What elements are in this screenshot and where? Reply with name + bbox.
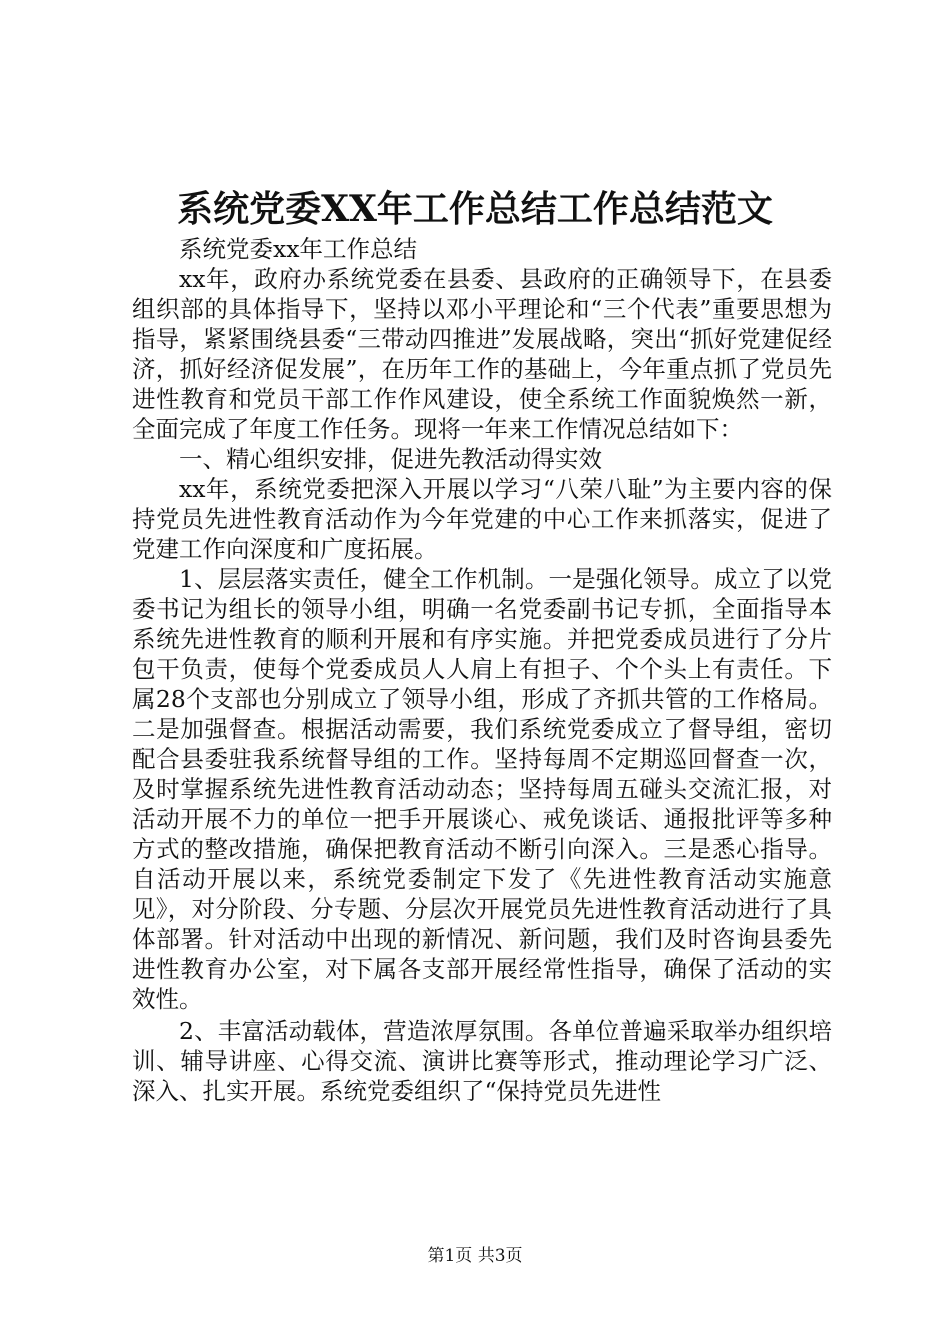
section-1-paragraph: xx年，系统党委把深入开展以学习“八荣八耻”为主要内容的保持党员先进性教育活动作为今年党建的中心工作来抓落实，促进了党建工作向深度和广度拓展。	[132, 475, 832, 563]
item-2-paragraph: 2、丰富活动载体，营造浓厚氛围。各单位普遍采取举办组织培训、辅导讲座、心得交流、演讲比赛等形式，推动理论学习广泛、深入、扎实开展。系统党委组织了“保持党员先进性	[132, 1017, 832, 1105]
item-1-paragraph: 1、层层落实责任，健全工作机制。一是强化领导。成立了以党委书记为组长的领导小组，明确一名党委副书记专抓，全面指导本系统先进性教育的顺利开展和有序实施。并把党委成员进行了分片包干负责，使每个党委成员人人肩上有担子、个个头上有责任。下属28个支部也分别成立了领导小组，形成了齐抓共管的工作格局。二是加强督查。根据活动需要，我们系统党委成立了督导组，密切配合县委驻我系统督导组的工作。坚持每周不定期巡回督查一次，及时掌握系统先进性教育活动动态；坚持每周五碰头交流汇报，对活动开展不力的单位一把手开展谈心、戒免谈话、通报批评等多种方式的整改措施，确保把教育活动不断引向深入。三是悉心指导。自活动开展以来，系统党委制定下发了《先进性教育活动实施意见》，对分阶段、分专题、分层次开展党员先进性教育活动进行了具体部署。针对活动中出现的新情况、新问题，我们及时咨询县委先进性教育办公室，对下属各支部开展经常性指导，确保了活动的实效性。	[132, 565, 832, 1013]
subtitle-paragraph: 系统党委xx年工作总结	[179, 235, 418, 263]
section-heading-1: 一、精心组织安排，促进先教活动得实效	[179, 445, 602, 473]
document-title: 系统党委XX年工作总结工作总结范文	[177, 188, 773, 230]
document-body	[132, 234, 832, 1106]
intro-paragraph: xx年，政府办系统党委在县委、县政府的正确领导下，在县委组织部的具体指导下，坚持以邓小平理论和“三个代表”重要思想为指导，紧紧围绕县委“三带动四推进”发展战略，突出“抓好党建促经济，抓好经济促发展”，在历年工作的基础上，今年重点抓了党员先进性教育和党员干部工作作风建设，使全系统工作面貌焕然一新，全面完成了年度工作任务。现将一年来工作情况总结如下：	[132, 265, 832, 443]
page-number-footer: 第1页 共3页	[427, 1246, 523, 1266]
